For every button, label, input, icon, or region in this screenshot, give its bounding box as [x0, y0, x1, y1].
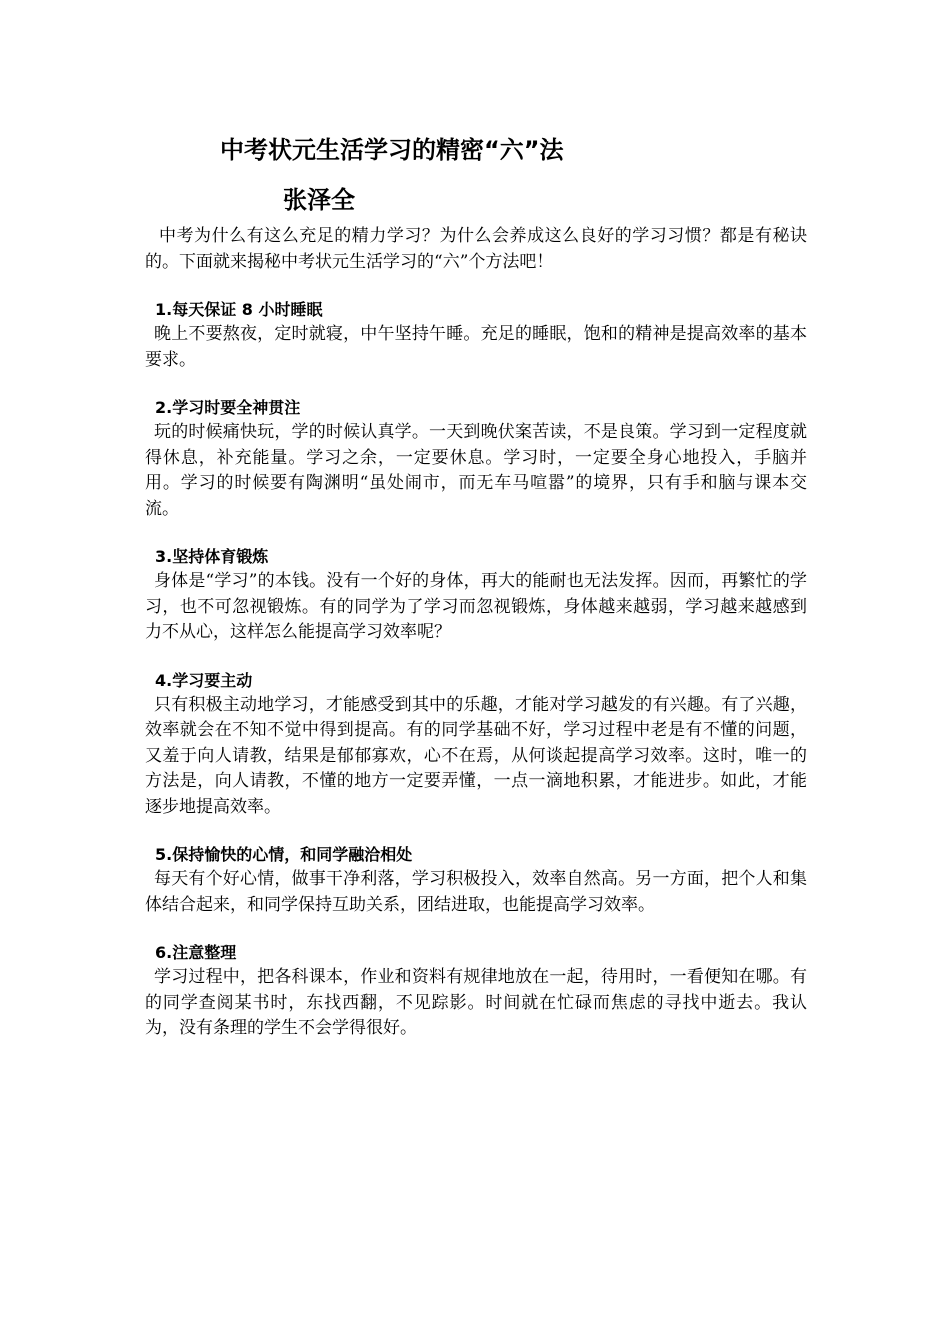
section-heading: 6.注意整理 — [155, 943, 237, 962]
section-heading: 1.每天保证 8 小时睡眠 — [155, 300, 323, 319]
section-paragraph: 身体是“学习”的本钱。没有一个好的身体，再大的能耐也无法发挥。因而，再繁忙的学习，也不可忽视锻炼。有的同学为了学习而忽视锻炼，身体越来越弱，学习越来越感到力不从心，这样怎么能提高学习效率呢？ — [145, 571, 807, 642]
section-paragraph: 每天有个好心情，做事干净利落，学习积极投入，效率自然高。另一方面，把个人和集体结合起来，和同学保持互助关系，团结进取，也能提高学习效率。 — [145, 869, 807, 915]
document-author: 张泽全 — [283, 186, 355, 214]
section-heading: 4.学习要主动 — [155, 670, 253, 690]
section-5 — [145, 842, 807, 918]
section-3 — [145, 544, 807, 646]
section-paragraph: 只有积极主动地学习，才能感受到其中的乐趣，才能对学习越发的有兴趣。有了兴趣，效率就会在不知不觉中得到提高。有的同学基础不好，学习过程中老是有不懂的问题，又羞于向人请教，结果是郁郁寡欢，心不在焉，从何谈起提高学习效率。这时，唯一的方法是，向人请教，不懂的地方一定要弄懂，一点一滴地积累，才能进步。如此，才能逐步地提高效率。 — [145, 694, 807, 817]
intro-paragraph: 中考为什么有这么充足的精力学习？为什么会养成这么良好的学习习惯？都是有秘诀的。下面就来揭秘中考状元生活学习的“六”个方法吧！ — [145, 226, 807, 272]
section-2 — [145, 395, 807, 522]
section-heading: 5.保持愉快的心情，和同学融洽相处 — [155, 845, 413, 864]
section-4 — [145, 668, 807, 821]
section-paragraph: 晚上不要熬夜，定时就寝，中午坚持午睡。充足的睡眠，饱和的精神是提高效率的基本要求。 — [145, 324, 807, 370]
section-6 — [145, 940, 807, 1042]
section-heading: 3.坚持体育锻炼 — [155, 547, 269, 566]
section-heading: 2.学习时要全神贯注 — [155, 398, 301, 417]
section-1 — [145, 297, 807, 373]
section-paragraph: 玩的时候痛快玩，学的时候认真学。一天到晚伏案苦读，不是良策。学习到一定程度就得休息，补充能量。学习之余，一定要休息。学习时，一定要全身心地投入，手脑并用。学习的时候要有陶渊明“虽处闹市，而无车马喧嚣”的境界，只有手和脑与课本交流。 — [145, 422, 807, 519]
section-paragraph: 学习过程中，把各科课本，作业和资料有规律地放在一起，待用时，一看便知在哪。有的同学查阅某书时，东找西翻，不见踪影。时间就在忙碌而焦虑的寻找中逝去。我认为，没有条理的学生不会学得很好。 — [145, 967, 807, 1038]
document-body — [145, 224, 807, 1042]
document-title: 中考状元生活学习的精密“六”法 — [220, 136, 564, 164]
